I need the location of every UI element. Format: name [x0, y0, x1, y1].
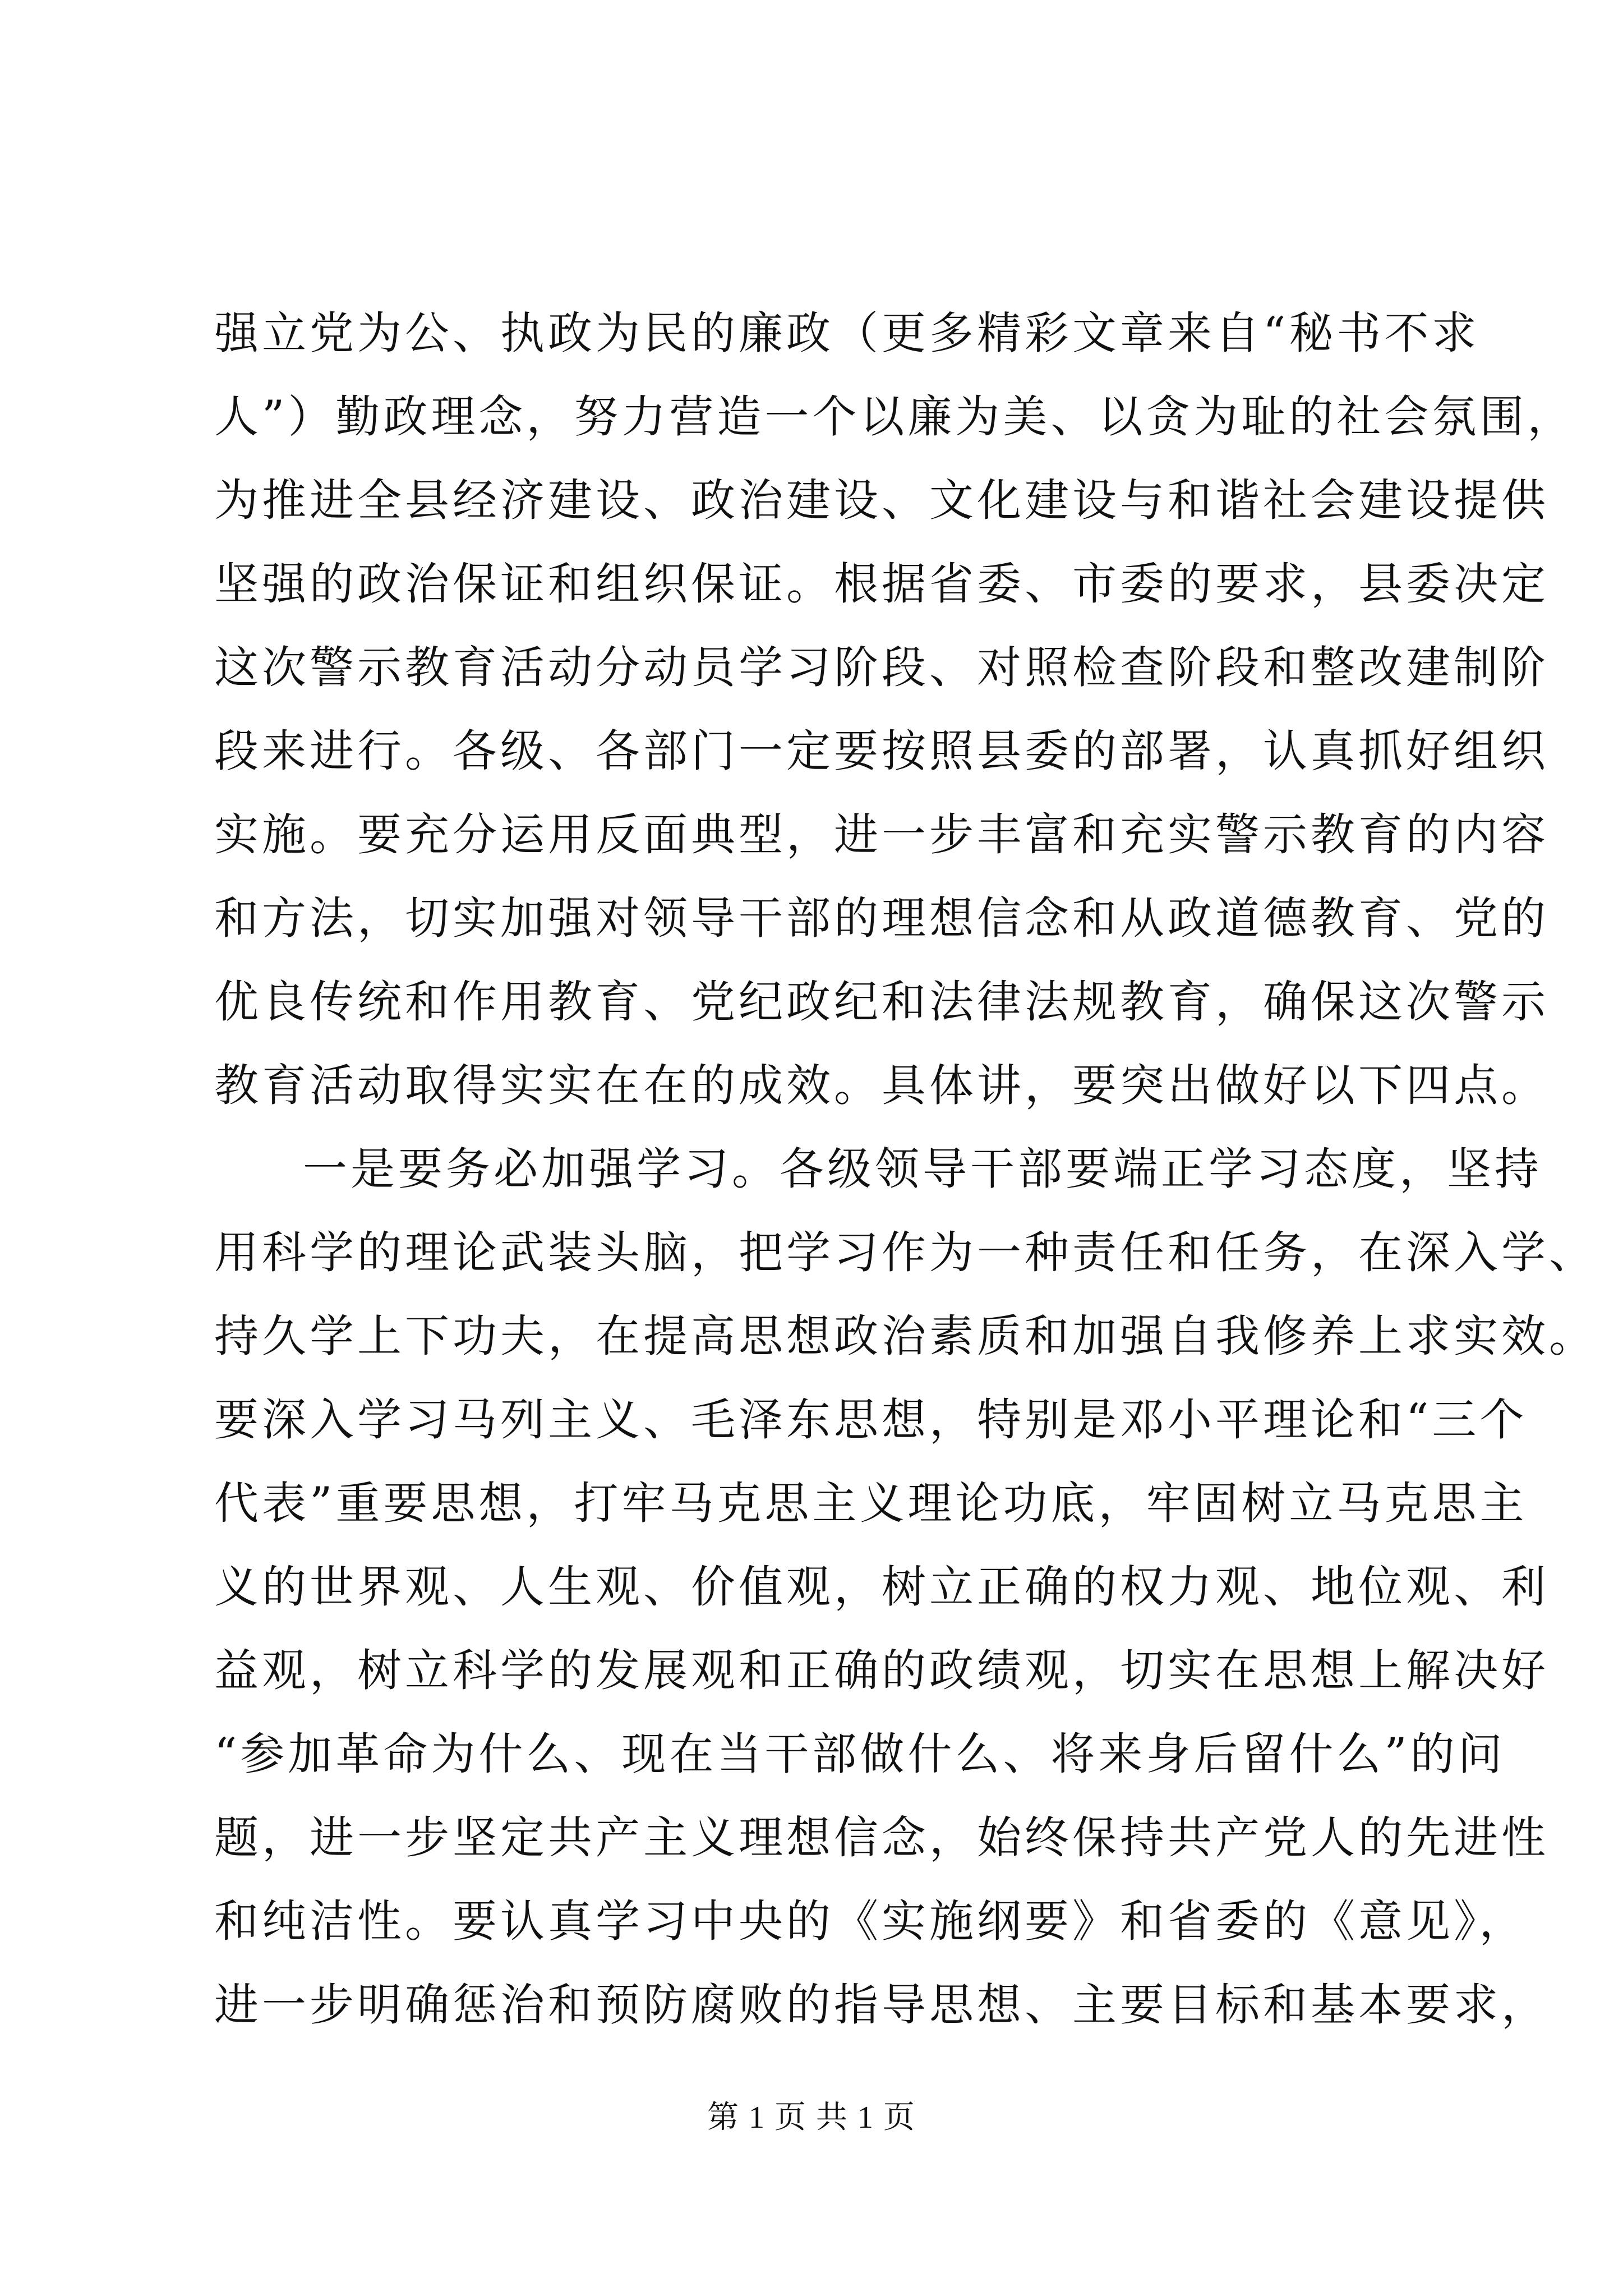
- text-line: “参加革命为什么、现在当干部做什么、将来身后留什么”的问: [214, 1728, 1506, 1780]
- paragraph-start-line: 一是要务必加强学习。各级领导干部要端正学习态度，坚持: [303, 1143, 1542, 1195]
- text-line: 和方法，切实加强对领导干部的理想信念和从政道德教育、党的: [214, 892, 1549, 944]
- text-line: 题，进一步坚定共产主义理想信念，始终保持共产党人的先进性: [214, 1812, 1549, 1864]
- text-line: 进一步明确惩治和预防腐败的指导思想、主要目标和基本要求，: [214, 1979, 1549, 2031]
- text-line: 要深入学习马列主义、毛泽东思想，特别是邓小平理论和“三个: [214, 1394, 1528, 1446]
- text-line: 实施。要充分运用反面典型，进一步丰富和充实警示教育的内容: [214, 809, 1549, 861]
- text-line: 教育活动取得实实在在的成效。具体讲，要突出做好以下四点。: [214, 1060, 1549, 1111]
- text-line: 益观，树立科学的发展观和正确的政绩观，切实在思想上解决好: [214, 1645, 1549, 1696]
- text-line: 和纯洁性。要认真学习中央的《实施纲要》和省委的《意见》，: [214, 1895, 1527, 1947]
- text-line: 代表”重要思想，打牢马克思主义理论功底，牢固树立马克思主: [214, 1478, 1528, 1529]
- text-line: 用科学的理论武装头脑，把学习作为一种责任和任务，在深入学、: [214, 1227, 1597, 1278]
- text-line: 义的世界观、人生观、价值观，树立正确的权力观、地位观、利: [214, 1561, 1549, 1613]
- page-number: 第 1 页 共 1 页: [707, 2100, 916, 2135]
- page-footer: [0, 2095, 1623, 2140]
- text-line: 坚强的政治保证和组织保证。根据省委、市委的要求，县委决定: [214, 558, 1549, 610]
- text-line: 强立党为公、执政为民的廉政（更多精彩文章来自“秘书不求: [214, 307, 1480, 359]
- text-line: 段来进行。各级、各部门一定要按照县委的部署，认真抓好组织: [214, 725, 1549, 777]
- text-line: 人”）勤政理念，努力营造一个以廉为美、以贪为耻的社会氛围，: [214, 391, 1575, 443]
- body-text: [214, 292, 1597, 2047]
- text-line: 优良传统和作用教育、党纪政纪和法律法规教育，确保这次警示: [214, 976, 1549, 1028]
- text-line: 持久学上下功夫，在提高思想政治素质和加强自我修养上求实效。: [214, 1310, 1597, 1362]
- text-line: 为推进全县经济建设、政治建设、文化建设与和谐社会建设提供: [214, 475, 1549, 526]
- text-line: 这次警示教育活动分动员学习阶段、对照检查阶段和整改建制阶: [214, 642, 1549, 693]
